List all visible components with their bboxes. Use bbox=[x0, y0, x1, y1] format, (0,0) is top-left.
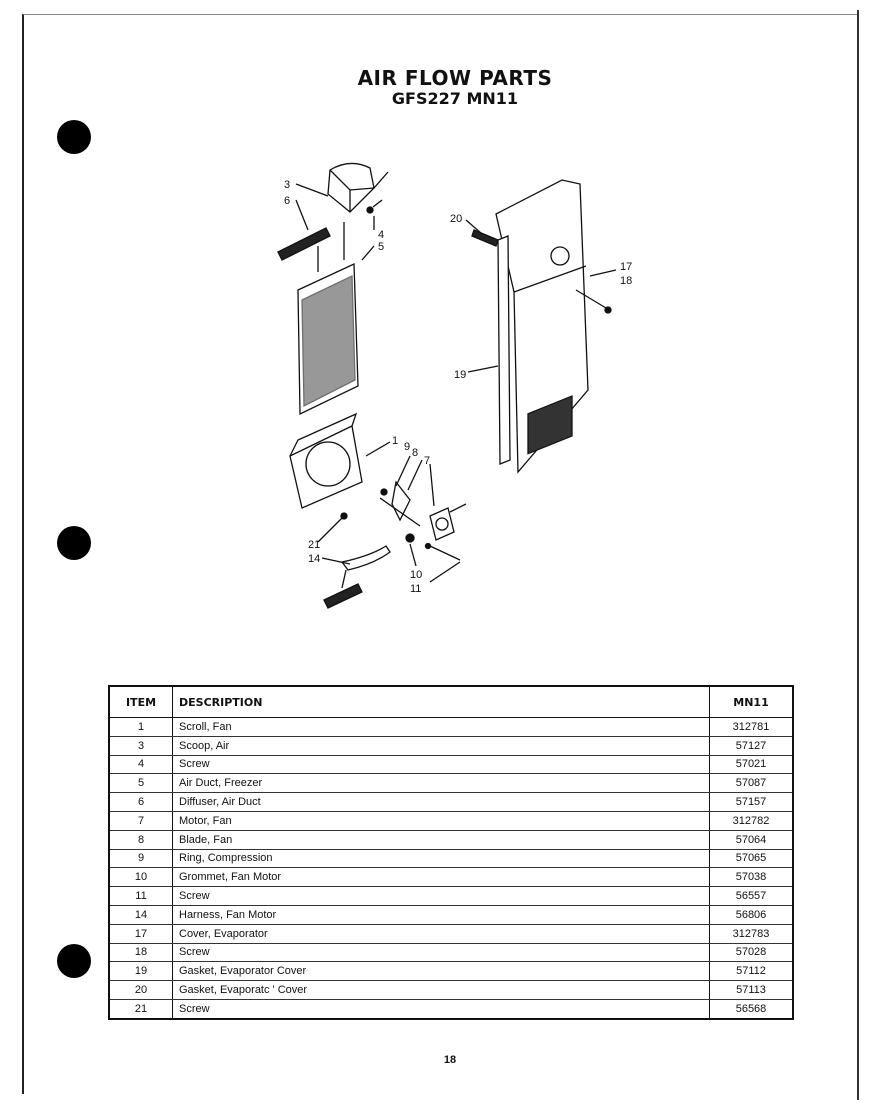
parts-table bbox=[108, 685, 794, 1020]
item-description: Screw bbox=[173, 999, 710, 1018]
item-number: 7 bbox=[109, 811, 173, 830]
table-row bbox=[109, 868, 793, 887]
callout-label: 1 bbox=[392, 435, 399, 447]
column-header-item: ITEM bbox=[109, 686, 173, 718]
item-number: 20 bbox=[109, 981, 173, 1000]
part-number: 56557 bbox=[710, 887, 794, 906]
item-description: Screw bbox=[173, 755, 710, 774]
binder-hole-bottom bbox=[57, 944, 91, 978]
item-number: 21 bbox=[109, 999, 173, 1018]
table-row bbox=[109, 811, 793, 830]
table-row bbox=[109, 887, 793, 906]
item-number: 19 bbox=[109, 962, 173, 981]
item-number: 8 bbox=[109, 830, 173, 849]
page-title: AIR FLOW PARTS bbox=[357, 66, 553, 90]
callout-label: 18 bbox=[620, 275, 633, 287]
item-description: Harness, Fan Motor bbox=[173, 905, 710, 924]
table-row bbox=[109, 849, 793, 868]
column-header-description: DESCRIPTION bbox=[173, 686, 710, 718]
column-header-part-number: MN11 bbox=[710, 686, 794, 718]
model-subtitle: GFS227 MN11 bbox=[391, 89, 519, 108]
item-number: 4 bbox=[109, 755, 173, 774]
page-edge-right bbox=[857, 10, 859, 1100]
part-number: 312782 bbox=[710, 811, 794, 830]
callout-label: 10 bbox=[410, 569, 423, 581]
item-description: Gasket, Evaporator Cover bbox=[173, 962, 710, 981]
table-row bbox=[109, 755, 793, 774]
item-number: 17 bbox=[109, 924, 173, 943]
item-description: Air Duct, Freezer bbox=[173, 774, 710, 793]
table-row bbox=[109, 793, 793, 812]
table-row bbox=[109, 962, 793, 981]
item-number: 10 bbox=[109, 868, 173, 887]
table-row bbox=[109, 924, 793, 943]
part-number: 56568 bbox=[710, 999, 794, 1018]
page-number: 18 bbox=[443, 1054, 457, 1066]
item-number: 5 bbox=[109, 774, 173, 793]
item-description: Cover, Evaporator bbox=[173, 924, 710, 943]
part-number: 57087 bbox=[710, 774, 794, 793]
item-number: 3 bbox=[109, 736, 173, 755]
item-description: Ring, Compression bbox=[173, 849, 710, 868]
callout-label: 19 bbox=[454, 369, 467, 381]
part-number: 57064 bbox=[710, 830, 794, 849]
item-number: 11 bbox=[109, 887, 173, 906]
item-number: 14 bbox=[109, 905, 173, 924]
table-row bbox=[109, 981, 793, 1000]
item-description: Scroll, Fan bbox=[173, 718, 710, 737]
callout-label: 9 bbox=[404, 441, 411, 453]
exploded-parts-diagram bbox=[270, 160, 650, 620]
callout-label: 14 bbox=[308, 553, 321, 565]
part-number: 57157 bbox=[710, 793, 794, 812]
table-row bbox=[109, 830, 793, 849]
table-row bbox=[109, 943, 793, 962]
callout-label: 20 bbox=[450, 213, 463, 225]
table-row bbox=[109, 774, 793, 793]
part-number: 57127 bbox=[710, 736, 794, 755]
item-number: 6 bbox=[109, 793, 173, 812]
callout-label: 11 bbox=[410, 583, 422, 595]
callout-label: 21 bbox=[308, 539, 321, 551]
item-description: Screw bbox=[173, 943, 710, 962]
item-description: Screw bbox=[173, 887, 710, 906]
item-description: Diffuser, Air Duct bbox=[173, 793, 710, 812]
item-number: 1 bbox=[109, 718, 173, 737]
item-description: Grommet, Fan Motor bbox=[173, 868, 710, 887]
item-number: 9 bbox=[109, 849, 173, 868]
table-row bbox=[109, 718, 793, 737]
table-row bbox=[109, 736, 793, 755]
table-row bbox=[109, 999, 793, 1018]
callout-label: 17 bbox=[620, 261, 633, 273]
callout-label: 6 bbox=[284, 195, 291, 207]
part-number: 56806 bbox=[710, 905, 794, 924]
part-number: 57021 bbox=[710, 755, 794, 774]
item-description: Motor, Fan bbox=[173, 811, 710, 830]
callout-label: 5 bbox=[378, 241, 385, 253]
part-number: 57113 bbox=[710, 981, 794, 1000]
callout-label: 3 bbox=[284, 179, 291, 191]
item-description: Blade, Fan bbox=[173, 830, 710, 849]
part-number: 312781 bbox=[710, 718, 794, 737]
table-header-row bbox=[109, 686, 793, 718]
part-number: 57065 bbox=[710, 849, 794, 868]
item-description: Gasket, Evaporatc ' Cover bbox=[173, 981, 710, 1000]
callout-label: 4 bbox=[378, 229, 385, 241]
binder-hole-middle bbox=[57, 526, 91, 560]
part-number: 57038 bbox=[710, 868, 794, 887]
table-row bbox=[109, 905, 793, 924]
part-number: 312783 bbox=[710, 924, 794, 943]
callout-label: 8 bbox=[412, 447, 419, 459]
part-number: 57112 bbox=[710, 962, 794, 981]
item-number: 18 bbox=[109, 943, 173, 962]
item-description: Scoop, Air bbox=[173, 736, 710, 755]
binder-hole-top bbox=[57, 120, 91, 154]
part-number: 57028 bbox=[710, 943, 794, 962]
callout-label: 7 bbox=[424, 455, 431, 467]
